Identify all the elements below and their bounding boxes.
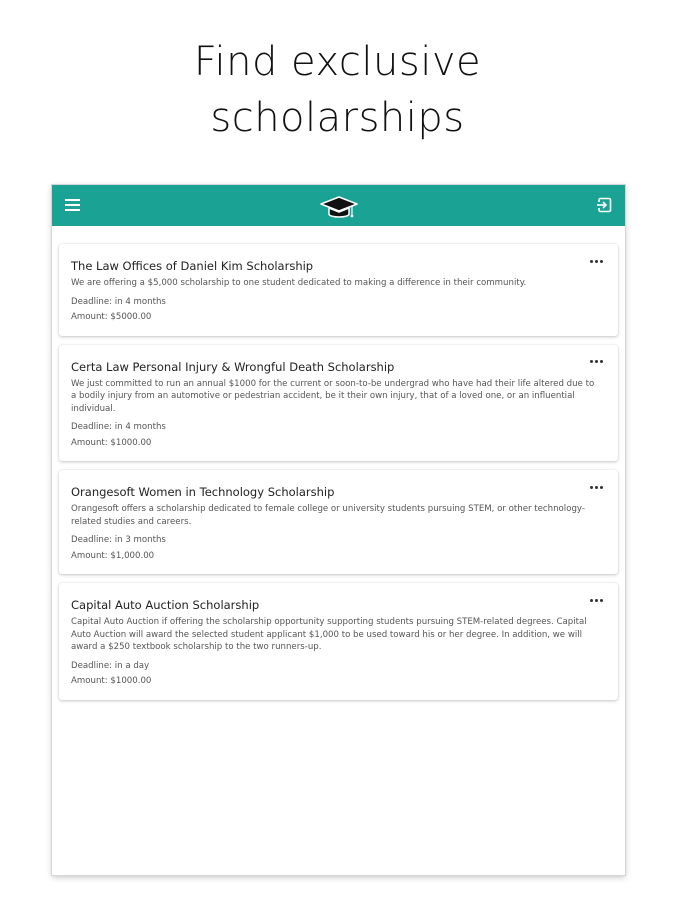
exit-icon[interactable] bbox=[596, 197, 612, 213]
scholarship-title: Orangesoft Women in Technology Scholarship bbox=[71, 485, 335, 499]
scholarship-description: We just committed to run an annual $1000 for the current or soon-to-be undergrad who have had their life altered due to a bodily injury from an automotive or pedestrian accident, be it their own injury, that of a loved one, or an influential individual. bbox=[71, 378, 595, 414]
scholarship-description: We are offering a $5,000 scholarship to one student dedicated to making a difference in their community. bbox=[71, 278, 527, 288]
graduation-cap-icon bbox=[319, 193, 359, 221]
hamburger-menu-icon[interactable] bbox=[65, 199, 80, 211]
scholarship-card[interactable] bbox=[59, 470, 618, 574]
more-options-icon[interactable] bbox=[590, 482, 606, 492]
scholarship-deadline: Deadline: in 3 months bbox=[71, 535, 166, 545]
scholarship-deadline: Deadline: in a day bbox=[71, 660, 150, 671]
headline bbox=[0, 34, 675, 146]
headline-line-1: Find exclusive bbox=[193, 39, 482, 85]
scholarship-description: Orangesoft offers a scholarship dedicated to female college or university students pursuing STEM, or other technology-related studies and careers. bbox=[71, 504, 585, 527]
scholarship-title: The Law Offices of Daniel Kim Scholarship bbox=[71, 259, 314, 273]
scholarship-deadline: Deadline: in 4 months bbox=[71, 422, 166, 432]
app-screen bbox=[52, 185, 625, 875]
more-options-icon[interactable] bbox=[590, 595, 606, 605]
scholarship-card[interactable] bbox=[59, 244, 618, 336]
scholarship-deadline: Deadline: in 4 months bbox=[71, 296, 166, 307]
scholarship-title: Certa Law Personal Injury & Wrongful Death Scholarship bbox=[71, 359, 395, 374]
scholarship-amount: Amount: $1,000.00 bbox=[71, 550, 155, 561]
more-options-icon[interactable] bbox=[590, 256, 606, 266]
more-options-icon[interactable] bbox=[590, 357, 606, 367]
scholarship-amount: Amount: $1000.00 bbox=[71, 437, 152, 448]
scholarship-amount: Amount: $5000.00 bbox=[71, 312, 152, 322]
scholarship-list bbox=[52, 226, 625, 700]
scholarship-card[interactable] bbox=[59, 583, 618, 700]
scholarship-title: Capital Auto Auction Scholarship bbox=[71, 598, 260, 612]
scholarship-description: Capital Auto Auction if offering the scholarship opportunity supporting students pursuing STEM-related degrees. Capital Auto Auction will award the selected student applicant $1,000 to be used toward his or her degree. In addition, we will award a $250 textbook scholarship to the two runners-up. bbox=[71, 617, 587, 652]
scholarship-card[interactable] bbox=[59, 345, 618, 462]
scholarship-amount: Amount: $1000.00 bbox=[71, 676, 152, 686]
app-bar bbox=[52, 185, 625, 226]
headline-line-2: scholarships bbox=[210, 95, 465, 141]
